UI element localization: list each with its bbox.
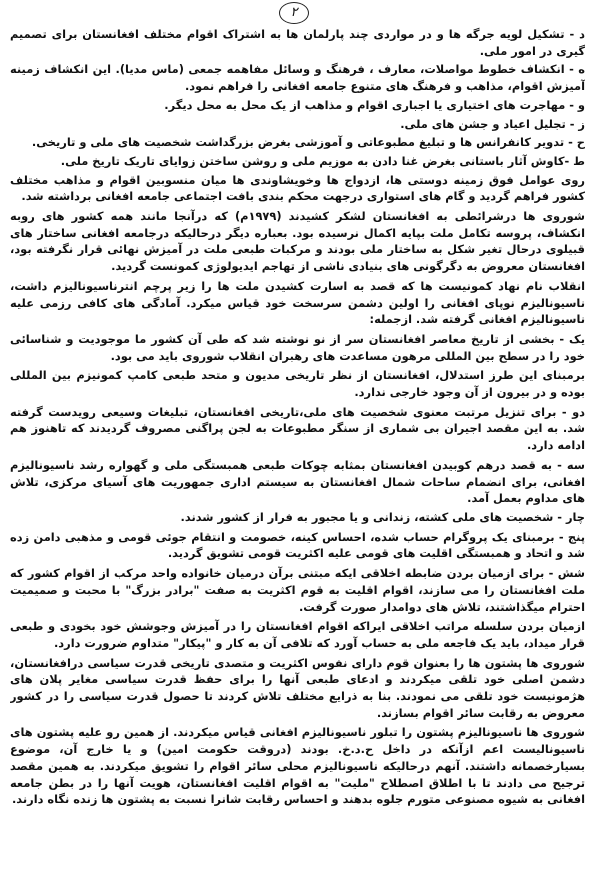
paragraph: و - مهاجرت های اختیاری یا اجباری اقوام و مذاهب از یک محل به محل دیگر. bbox=[164, 97, 585, 112]
paragraph: ط -کاوش آثار باستانی بغرض غنا دادن به موزیم ملی و روشن ساختن زوایای تاریک تاریخ ملی. bbox=[60, 153, 585, 168]
paragraph: دو - برای تنزیل مرتبت معنوی شخصیت های ملی،تاریخی افغانستان، تبلیغات وسیعی رویدست گرفته شد. به این مقصد اجیران بی شماری از سنگر مطبوعات به لجن پراگنی مصروف گردیدند که تاهنوز هم ادامه دارد. bbox=[10, 404, 585, 453]
paragraph: انقلاب نام نهاد کمونیست ها که قصد به اسارت کشیدن ملت ها را زیر پرچم انترناسیونالیزم داشت، ناسیونالیزم نوپای افغانی را اولین دشمن سرسخت خود قیاس میکرد. آمادگی های کافی رزمی علیه ناسیونالیزم افغانی گرفته شد. ازجمله: bbox=[10, 278, 585, 327]
paragraph: شش - برای ازمیان بردن ضابطه اخلاقی ایکه مبتنی برآن درمیان خانواده واحد مرکب از اقوام کشور که ملت افغانستان را می سازند، اقوام اقلیت به قوم اکثریت به صفت "برادر بزرگ" با محبت و صمیمیت احترام میگذاشتند، تلاش های دوامدار صورت گرفت. bbox=[10, 566, 585, 614]
body-text bbox=[10, 26, 585, 892]
paragraph: ازمیان بردن سلسله مراتب اخلاقی ایراکه اقوام افغانستان را در آمیزش وجوشش خود بخودی و طبعی قرار میداد، باید یک فاجعه ملی به حساب آورد که تلافی آن به کار و "پیکار" متداوم ضرورت دارد. bbox=[10, 619, 585, 650]
paragraph: پنج - برمبنای یک پروگرام حساب شده، احساس کینه، خصومت و انتقام جوئی قومی و مذهبی دامن زده شد و اتحاد و همبستگی اقلیت های قومی علیه اکثریت قومی تشویق گردید. bbox=[10, 529, 585, 561]
paragraph: ه - انکشاف خطوط مواصلات، معارف ، فرهنگ و وسائل مفاهمه جمعی (ماس مدیا). این انکشاف زمینه آمیزش اقوام، مذاهب و فرهنگ های متنوع جامعه افغانی را فراهم نمود. bbox=[10, 62, 585, 94]
paragraph: سه - به قصد درهم کوبیدن افغانستان بمثابه چوکات طبعی همبستگی ملی و گهواره رشد ناسیونالیزم افغانی، برای انضمام ساحات شمال افغانستان به سیستم اداری جمهوریت های آسیای مرکزی، تلاش های مداوم بعمل آمد. bbox=[10, 457, 585, 506]
paragraph: چار - شخصیت های ملی کشته، زندانی و یا مجبور به فرار از کشور شدند. bbox=[180, 509, 585, 524]
paragraph: یک - بخشی از تاریخ معاصر افغانستان سر از نو نوشته شد که طی آن کشور ما موجودیت و شناسائی خود را در سطح بین المللی مرهون مساعدت های رهبران انقلاب شوروی باید می بود. bbox=[10, 331, 585, 363]
paragraph: شوروی ها ناسیونالیزم پشتون را تبلور ناسیونالیزم افغانی قیاس میکردند. از همین رو علیه پشتون های ناسیونالیست اعم ازآنکه در داخل ح.د.خ. بودند (دروقت حکومت امین) و یا خارج آن، موضوع بسیارخصمانه داشتند. آنهم درحالیکه ناسیونالیزم محلی سائر اقوام را تشویق میکردند. به همین مقصد ترجیح می دادند تا با اطلاق اصطلاح "ملیت" به اقوام اقلیت افغانستان، هویت آنها را در بطن جامعه افغانی به شیوه مصنوعی متورم جلوه بدهند و احساس رقابت شانرا نسبت به پشتون ها زنده نگاه دارند. bbox=[10, 725, 585, 807]
paragraph: ح - تدویر کانفرانس ها و تبلیغ مطبوعاتی و آموزشی بغرض بزرگداشت شخصیت های ملی و تاریخی. bbox=[31, 135, 585, 150]
paragraph: ز - تجلیل اعیاد و جشن های ملی. bbox=[400, 116, 585, 131]
page-number: ۲ bbox=[279, 2, 309, 24]
paragraph: برمبنای این طرز استدلال، افغانستان از نظر تاریخی مدیون و متحد طبعی کامپ کمونیزم بین المللی بوده و در بیرون از آن وجود خارجی ندارد. bbox=[10, 368, 585, 400]
paragraph: روی عوامل فوق زمینه دوستی ها، ازدواج ها وخویشاوندی ها میان منسوبین اقوام و مذاهب مختلف کشور فراهم گردید و گام های استواری درجهت محکم بندی بافت اجتماعی جامعه افغانی برداشته شد. bbox=[10, 172, 585, 204]
paragraph: شوروی ها پشتون ها را بعنوان قوم دارای نفوس اکثریت و متصدی تاریخی قدرت سیاسی درافغانستان، دشمن اصلی خود تلقی میکردند و ادعای طبعی آنها را برای حفظ قدرت سیاسی مغایر پلان های هژمونیست خود تلقی می نمودند. بنا به ذرایع مختلف تلاش کردند تا حصول قدرت سیاسی را در کشور معروض به رقابت سائر اقوام بسازند. bbox=[10, 655, 585, 720]
paragraph: شوروی ها درشرائطی به افغانستان لشکر کشیدند (۱۹۷۹م) که درآنجا مانند همه کشور های روبه انکشاف، پروسه تکامل ملت بپایه اکمال نرسیده بود. بعباره دیگر درحالیکه درجامعه افغانی ساختار های قبیلوی درحال تغیر شکل به ساختار ملی بودند و مرکبات طبعی ملت در آمیزش نهائی قرار نگرفته بود، افغانستان معروض به دگرگونی های بنیادی ناشی از تهاجم ایدیولوژی کمونست گردید. bbox=[10, 209, 585, 274]
paragraph: د - تشکیل لویه جرگه ها و در مواردی چند پارلمان ها به اشتراک اقوام مختلف افغانستان برای تصمیم گیری در امور ملی. bbox=[10, 27, 585, 58]
